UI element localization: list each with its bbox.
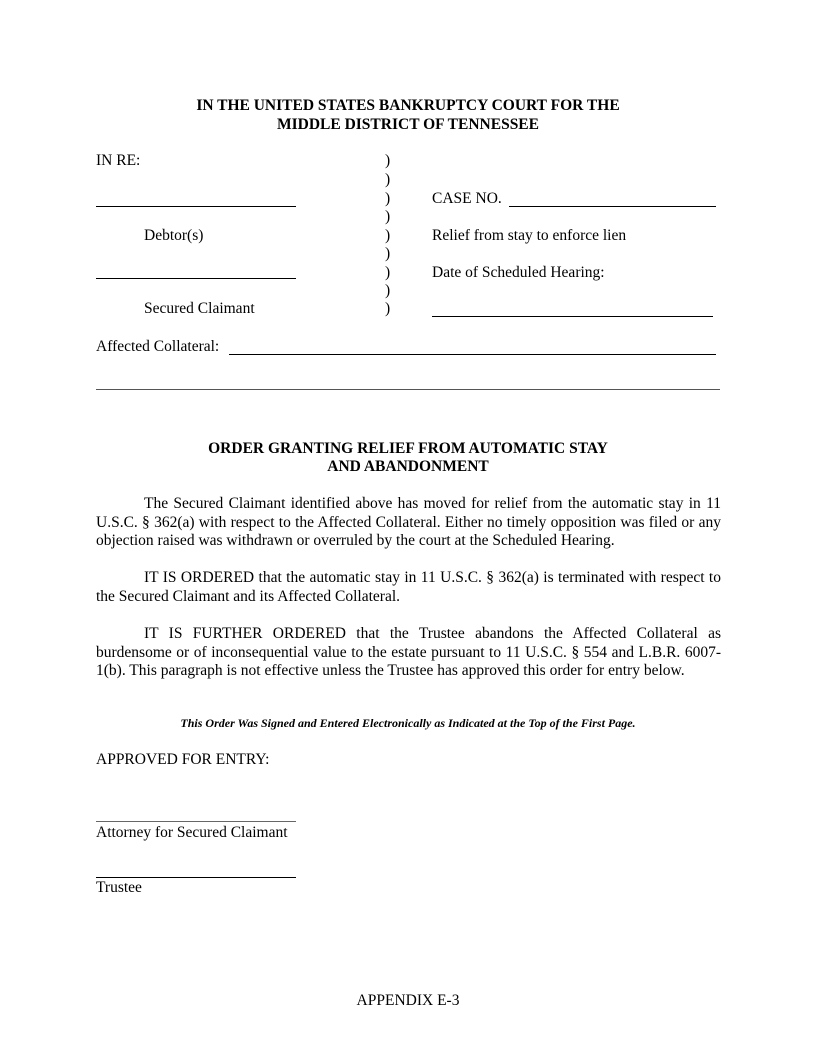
approved-for-entry-label: APPROVED FOR ENTRY: — [96, 751, 270, 768]
case-no-line — [509, 206, 716, 207]
court-title-line2: MIDDLE DISTRICT OF TENNESSEE — [276, 116, 539, 133]
caption-paren: ) — [385, 152, 391, 169]
caption-paren: ) — [385, 282, 391, 299]
caption-paren: ) — [385, 190, 391, 207]
affected-collateral-line — [229, 354, 716, 355]
hearing-date-label: Date of Scheduled Hearing: — [432, 264, 605, 281]
court-title-line1: IN THE UNITED STATES BANKRUPTCY COURT FOR THE — [196, 97, 620, 114]
claimant-name-line — [96, 278, 296, 279]
caption-paren: ) — [385, 245, 391, 262]
attorney-signature-line — [96, 821, 296, 822]
case-no-label: CASE NO. — [432, 190, 502, 207]
caption-paren: ) — [385, 208, 391, 225]
electronic-signature-note: This Order Was Signed and Entered Electronically as Indicated at the Top of the First Page. — [180, 716, 636, 730]
caption-paren: ) — [385, 227, 391, 244]
abandonment-paragraph: IT IS FURTHER ORDERED that the Trustee abandons the Affected Collateral as burdensome or of inconsequential value to the estate pursuant to 11 U.S.C. § 554 and L.B.R. 6007-1(b). This paragraph is not effective unless the Trustee has approved this order for entry below. — [96, 625, 721, 679]
attorney-label: Attorney for Secured Claimant — [96, 824, 288, 841]
caption-paren: ) — [385, 171, 391, 188]
affected-collateral-line-2 — [96, 389, 720, 390]
debtor-label: Debtor(s) — [144, 227, 204, 244]
appendix-footer: APPENDIX E-3 — [356, 992, 460, 1009]
caption-paren: ) — [385, 264, 391, 281]
trustee-signature-line — [96, 877, 296, 878]
trustee-label: Trustee — [96, 879, 142, 896]
motion-paragraph: The Secured Claimant identified above has moved for relief from the automatic stay in 11 U.S.C. § 362(a) with respect to the Affected Collateral. Either no timely opposition was filed or any objection raised was withdrawn or overruled by the court at the Scheduled Hearing. — [96, 495, 721, 549]
stay-terminated-paragraph: IT IS ORDERED that the automatic stay in 11 U.S.C. § 362(a) is terminated with respect to the Secured Claimant and its Affected Collateral. — [96, 569, 721, 605]
order-title-line1: ORDER GRANTING RELIEF FROM AUTOMATIC STAY — [208, 440, 608, 457]
order-title-line2: AND ABANDONMENT — [327, 458, 489, 475]
affected-collateral-label: Affected Collateral: — [96, 338, 220, 355]
in-re-label: IN RE: — [96, 152, 141, 169]
relief-type: Relief from stay to enforce lien — [432, 227, 627, 244]
caption-paren: ) — [385, 300, 391, 317]
secured-claimant-label: Secured Claimant — [144, 300, 255, 317]
hearing-date-line — [432, 316, 713, 317]
debtor-name-line — [96, 206, 296, 207]
